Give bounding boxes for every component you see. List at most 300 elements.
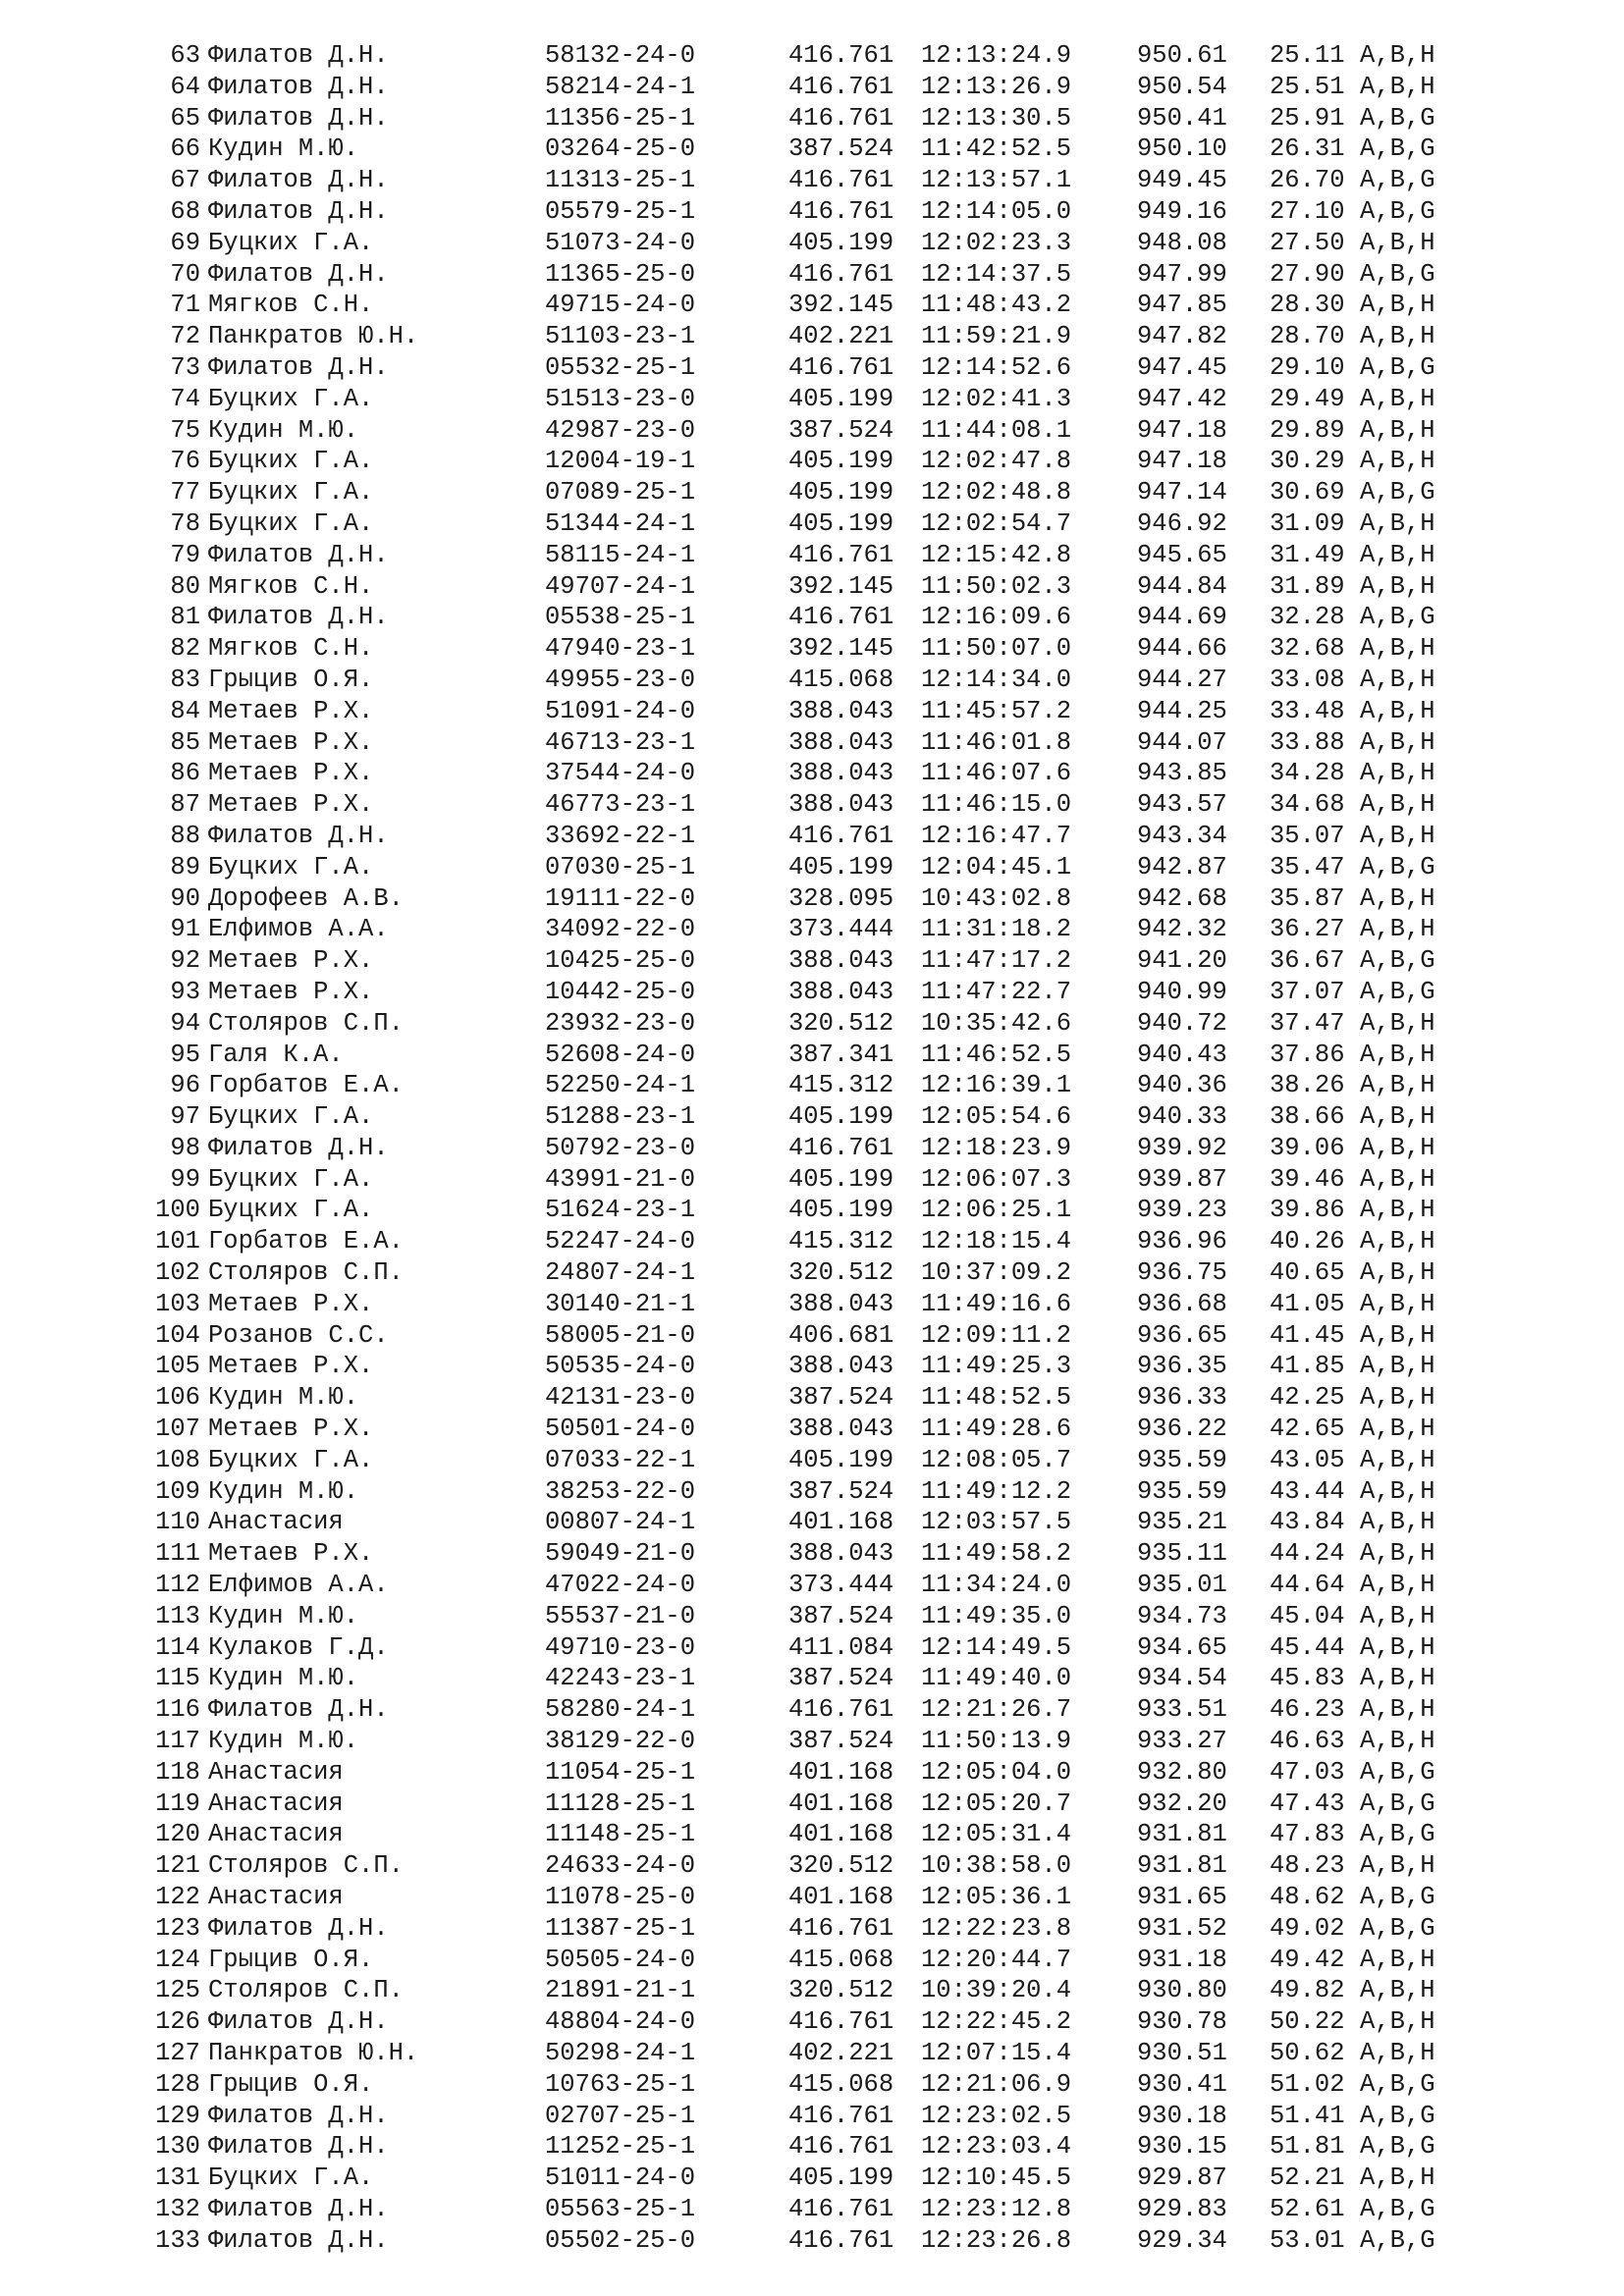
speed: 930.41 — [1137, 2069, 1227, 2099]
results-table — [0, 40, 1624, 2257]
arrival-time: 12:05:36.1 — [921, 1883, 1072, 1912]
distance: 415.312 — [788, 1227, 894, 1256]
table-row — [0, 1945, 1624, 1976]
ring-number: 33692-22-1 — [545, 821, 696, 850]
coefficient: 48.62 — [1270, 1883, 1345, 1912]
table-row — [0, 727, 1624, 759]
ring-number: 05538-25-1 — [545, 603, 696, 632]
ring-number: 48804-24-0 — [545, 2007, 696, 2037]
coefficient: 45.04 — [1270, 1601, 1345, 1630]
speed: 931.18 — [1137, 1945, 1227, 1974]
speed: 940.36 — [1137, 1071, 1227, 1100]
participant-name: Буцких Г.А. — [208, 852, 374, 881]
table-row — [0, 1913, 1624, 1945]
participant-name: Филатов Д.Н. — [208, 603, 389, 632]
speed: 947.99 — [1137, 259, 1227, 289]
place-number: 83 — [170, 665, 200, 694]
ring-number: 11078-25-0 — [545, 1883, 696, 1912]
distance: 402.221 — [788, 322, 894, 351]
speed: 949.45 — [1137, 166, 1227, 195]
arrival-time: 11:49:25.3 — [921, 1352, 1072, 1381]
place-number: 78 — [170, 508, 200, 538]
flags: A,B,G — [1360, 1789, 1435, 1818]
speed: 940.72 — [1137, 1008, 1227, 1038]
place-number: 64 — [170, 72, 200, 101]
participant-name: Филатов Д.Н. — [208, 196, 389, 226]
place-number: 125 — [155, 1976, 200, 2005]
arrival-time: 11:34:24.0 — [921, 1571, 1072, 1600]
ring-number: 02707-25-1 — [545, 2101, 696, 2130]
coefficient: 29.89 — [1270, 415, 1345, 445]
speed: 936.96 — [1137, 1227, 1227, 1256]
ring-number: 10442-25-0 — [545, 977, 696, 1006]
flags: A,B,H — [1360, 1383, 1435, 1413]
arrival-time: 11:46:15.0 — [921, 790, 1072, 820]
speed: 940.99 — [1137, 977, 1227, 1006]
table-row — [0, 103, 1624, 134]
speed: 929.87 — [1137, 2163, 1227, 2193]
distance: 388.043 — [788, 1415, 894, 1444]
ring-number: 50298-24-1 — [545, 2039, 696, 2067]
ring-number: 58005-21-0 — [545, 1320, 696, 1350]
arrival-time: 12:05:20.7 — [921, 1789, 1072, 1818]
table-row — [0, 540, 1624, 571]
arrival-time: 12:23:12.8 — [921, 2194, 1072, 2223]
participant-name: Столяров С.П. — [208, 1258, 404, 1288]
participant-name: Мягков С.Н. — [208, 291, 374, 320]
distance: 416.761 — [788, 41, 894, 70]
ring-number: 19111-22-0 — [545, 883, 696, 913]
participant-name: Филатов Д.Н. — [208, 103, 389, 133]
table-row — [0, 977, 1624, 1008]
speed: 930.51 — [1137, 2039, 1227, 2067]
arrival-time: 12:03:57.5 — [921, 1508, 1072, 1537]
distance: 387.524 — [788, 1727, 894, 1756]
ring-number: 50505-24-0 — [545, 1945, 696, 1974]
participant-name: Метаев Р.Х. — [208, 1352, 374, 1381]
participant-name: Кудин М.Ю. — [208, 1383, 359, 1413]
ring-number: 58132-24-0 — [545, 41, 696, 70]
distance: 373.444 — [788, 1571, 894, 1600]
participant-name: Филатов Д.Н. — [208, 166, 389, 195]
speed: 929.34 — [1137, 2225, 1227, 2255]
flags: A,B,H — [1360, 1508, 1435, 1537]
table-row — [0, 1663, 1624, 1694]
distance: 416.761 — [788, 166, 894, 195]
speed: 939.23 — [1137, 1196, 1227, 1225]
speed: 942.32 — [1137, 915, 1227, 944]
speed: 936.35 — [1137, 1352, 1227, 1381]
speed: 932.80 — [1137, 1757, 1227, 1787]
flags: A,B,G — [1360, 2069, 1435, 2099]
coefficient: 27.50 — [1270, 228, 1345, 257]
table-row — [0, 1070, 1624, 1101]
table-row — [0, 1850, 1624, 1882]
speed: 933.27 — [1137, 1727, 1227, 1756]
arrival-time: 11:47:17.2 — [921, 946, 1072, 976]
coefficient: 35.87 — [1270, 883, 1345, 913]
table-row — [0, 1538, 1624, 1570]
flags: A,B,G — [1360, 1883, 1435, 1912]
distance: 405.199 — [788, 447, 894, 476]
ring-number: 58280-24-1 — [545, 1695, 696, 1725]
place-number: 107 — [155, 1415, 200, 1444]
arrival-time: 12:02:23.3 — [921, 228, 1072, 257]
participant-name: Грыцив О.Я. — [208, 665, 374, 694]
arrival-time: 11:31:18.2 — [921, 915, 1072, 944]
arrival-time: 11:46:52.5 — [921, 1040, 1072, 1069]
distance: 388.043 — [788, 977, 894, 1006]
participant-name: Буцких Г.А. — [208, 1445, 374, 1474]
place-number: 80 — [170, 571, 200, 601]
distance: 320.512 — [788, 1851, 894, 1881]
coefficient: 29.10 — [1270, 352, 1345, 382]
ring-number: 05563-25-1 — [545, 2194, 696, 2223]
coefficient: 25.51 — [1270, 72, 1345, 101]
coefficient: 52.21 — [1270, 2163, 1345, 2193]
distance: 416.761 — [788, 72, 894, 101]
speed: 940.33 — [1137, 1102, 1227, 1132]
flags: A,B,H — [1360, 1415, 1435, 1444]
arrival-time: 12:23:02.5 — [921, 2101, 1072, 2130]
distance: 401.168 — [788, 1883, 894, 1912]
distance: 416.761 — [788, 1133, 894, 1162]
coefficient: 47.03 — [1270, 1757, 1345, 1787]
place-number: 82 — [170, 634, 200, 664]
table-row — [0, 2006, 1624, 2038]
coefficient: 27.90 — [1270, 259, 1345, 289]
coefficient: 47.43 — [1270, 1789, 1345, 1818]
place-number: 126 — [155, 2007, 200, 2037]
coefficient: 49.42 — [1270, 1945, 1345, 1974]
arrival-time: 11:49:16.6 — [921, 1289, 1072, 1318]
flags: A,B,H — [1360, 1945, 1435, 1974]
participant-name: Галя К.А. — [208, 1040, 344, 1069]
arrival-time: 11:49:28.6 — [921, 1415, 1072, 1444]
flags: A,B,H — [1360, 322, 1435, 351]
speed: 931.81 — [1137, 1820, 1227, 1849]
place-number: 121 — [155, 1851, 200, 1881]
coefficient: 38.26 — [1270, 1071, 1345, 1100]
coefficient: 28.30 — [1270, 291, 1345, 320]
place-number: 72 — [170, 322, 200, 351]
speed: 939.87 — [1137, 1164, 1227, 1194]
participant-name: Панкратов Ю.Н. — [208, 322, 419, 351]
arrival-time: 12:20:44.7 — [921, 1945, 1072, 1974]
table-row — [0, 2225, 1624, 2257]
arrival-time: 11:59:21.9 — [921, 322, 1072, 351]
speed: 944.25 — [1137, 696, 1227, 725]
distance: 405.199 — [788, 1164, 894, 1194]
coefficient: 32.68 — [1270, 634, 1345, 664]
arrival-time: 12:13:26.9 — [921, 72, 1072, 101]
distance: 388.043 — [788, 790, 894, 820]
participant-name: Метаев Р.Х. — [208, 1415, 374, 1444]
arrival-time: 12:06:25.1 — [921, 1196, 1072, 1225]
ring-number: 42131-23-0 — [545, 1383, 696, 1413]
coefficient: 39.06 — [1270, 1133, 1345, 1162]
flags: A,B,G — [1360, 352, 1435, 382]
participant-name: Буцких Г.А. — [208, 478, 374, 507]
speed: 932.20 — [1137, 1789, 1227, 1818]
arrival-time: 10:38:58.0 — [921, 1851, 1072, 1881]
flags: A,B,G — [1360, 2194, 1435, 2223]
flags: A,B,H — [1360, 1976, 1435, 2005]
speed: 936.22 — [1137, 1415, 1227, 1444]
arrival-time: 10:35:42.6 — [921, 1008, 1072, 1038]
flags: A,B,G — [1360, 2132, 1435, 2162]
speed: 935.01 — [1137, 1571, 1227, 1600]
place-number: 84 — [170, 696, 200, 725]
place-number: 132 — [155, 2194, 200, 2223]
speed: 930.78 — [1137, 2007, 1227, 2037]
participant-name: Дорофеев А.В. — [208, 883, 404, 913]
flags: A,B,G — [1360, 603, 1435, 632]
arrival-time: 12:21:26.7 — [921, 1695, 1072, 1725]
flags: A,B,H — [1360, 1476, 1435, 1506]
speed: 942.87 — [1137, 852, 1227, 881]
coefficient: 39.46 — [1270, 1164, 1345, 1194]
ring-number: 37544-24-0 — [545, 759, 696, 788]
speed: 945.65 — [1137, 540, 1227, 569]
flags: A,B,G — [1360, 2101, 1435, 2130]
distance: 416.761 — [788, 2132, 894, 2162]
place-number: 95 — [170, 1040, 200, 1069]
flags: A,B,H — [1360, 821, 1435, 850]
participant-name: Столяров С.П. — [208, 1851, 404, 1881]
arrival-time: 11:46:07.6 — [921, 759, 1072, 788]
distance: 401.168 — [788, 1757, 894, 1787]
place-number: 130 — [155, 2132, 200, 2162]
speed: 943.85 — [1137, 759, 1227, 788]
participant-name: Кулаков Г.Д. — [208, 1632, 389, 1662]
coefficient: 43.44 — [1270, 1476, 1345, 1506]
place-number: 123 — [155, 1913, 200, 1943]
distance: 405.199 — [788, 1196, 894, 1225]
distance: 388.043 — [788, 759, 894, 788]
distance: 416.761 — [788, 1695, 894, 1725]
table-row — [0, 2163, 1624, 2194]
place-number: 93 — [170, 977, 200, 1006]
ring-number: 11365-25-0 — [545, 259, 696, 289]
distance: 415.068 — [788, 1945, 894, 1974]
table-row — [0, 1507, 1624, 1538]
coefficient: 51.02 — [1270, 2069, 1345, 2099]
flags: A,B,H — [1360, 1102, 1435, 1132]
distance: 416.761 — [788, 2225, 894, 2255]
coefficient: 51.81 — [1270, 2132, 1345, 2162]
arrival-time: 11:50:02.3 — [921, 571, 1072, 601]
speed: 929.83 — [1137, 2194, 1227, 2223]
ring-number: 11387-25-1 — [545, 1913, 696, 1943]
coefficient: 30.69 — [1270, 478, 1345, 507]
table-row — [0, 821, 1624, 852]
place-number: 75 — [170, 415, 200, 445]
flags: A,B,H — [1360, 1445, 1435, 1474]
ring-number: 51513-23-0 — [545, 384, 696, 413]
coefficient: 37.07 — [1270, 977, 1345, 1006]
distance: 405.199 — [788, 384, 894, 413]
distance: 387.524 — [788, 1664, 894, 1693]
arrival-time: 11:46:01.8 — [921, 727, 1072, 757]
participant-name: Панкратов Ю.Н. — [208, 2039, 419, 2067]
table-row — [0, 1164, 1624, 1196]
place-number: 122 — [155, 1883, 200, 1912]
distance: 416.761 — [788, 603, 894, 632]
speed: 936.33 — [1137, 1383, 1227, 1413]
coefficient: 51.41 — [1270, 2101, 1345, 2130]
table-row — [0, 883, 1624, 915]
flags: A,B,H — [1360, 415, 1435, 445]
coefficient: 31.09 — [1270, 508, 1345, 538]
distance: 416.761 — [788, 259, 894, 289]
ring-number: 03264-25-0 — [545, 134, 696, 164]
speed: 935.21 — [1137, 1508, 1227, 1537]
table-row — [0, 789, 1624, 821]
ring-number: 34092-22-0 — [545, 915, 696, 944]
arrival-time: 11:50:07.0 — [921, 634, 1072, 664]
coefficient: 45.44 — [1270, 1632, 1345, 1662]
table-row — [0, 290, 1624, 321]
flags: A,B,H — [1360, 1539, 1435, 1569]
coefficient: 47.83 — [1270, 1820, 1345, 1849]
participant-name: Буцких Г.А. — [208, 1164, 374, 1194]
speed: 942.68 — [1137, 883, 1227, 913]
table-row — [0, 1882, 1624, 1913]
distance: 373.444 — [788, 915, 894, 944]
speed: 950.41 — [1137, 103, 1227, 133]
table-row — [0, 477, 1624, 508]
place-number: 76 — [170, 447, 200, 476]
distance: 416.761 — [788, 2194, 894, 2223]
coefficient: 30.29 — [1270, 447, 1345, 476]
speed: 935.59 — [1137, 1476, 1227, 1506]
place-number: 97 — [170, 1102, 200, 1132]
table-row — [0, 1726, 1624, 1757]
flags: A,B,G — [1360, 1820, 1435, 1849]
arrival-time: 12:14:34.0 — [921, 665, 1072, 694]
speed: 947.82 — [1137, 322, 1227, 351]
place-number: 77 — [170, 478, 200, 507]
ring-number: 30140-21-1 — [545, 1289, 696, 1318]
place-number: 98 — [170, 1133, 200, 1162]
table-row — [0, 852, 1624, 883]
coefficient: 46.63 — [1270, 1727, 1345, 1756]
table-row — [0, 945, 1624, 977]
place-number: 96 — [170, 1071, 200, 1100]
place-number: 66 — [170, 134, 200, 164]
speed: 944.27 — [1137, 665, 1227, 694]
arrival-time: 12:13:57.1 — [921, 166, 1072, 195]
ring-number: 51624-23-1 — [545, 1196, 696, 1225]
arrival-time: 11:49:12.2 — [921, 1476, 1072, 1506]
speed: 944.66 — [1137, 634, 1227, 664]
distance: 387.524 — [788, 134, 894, 164]
coefficient: 52.61 — [1270, 2194, 1345, 2223]
table-row — [0, 665, 1624, 696]
distance: 416.761 — [788, 2007, 894, 2037]
place-number: 92 — [170, 946, 200, 976]
ring-number: 49707-24-1 — [545, 571, 696, 601]
distance: 401.168 — [788, 1508, 894, 1537]
participant-name: Грыцив О.Я. — [208, 1945, 374, 1974]
ring-number: 42243-23-1 — [545, 1664, 696, 1693]
flags: A,B,G — [1360, 166, 1435, 195]
place-number: 124 — [155, 1945, 200, 1974]
flags: A,B,H — [1360, 790, 1435, 820]
distance: 405.199 — [788, 478, 894, 507]
flags: A,B,H — [1360, 1851, 1435, 1881]
speed: 933.51 — [1137, 1695, 1227, 1725]
coefficient: 35.07 — [1270, 821, 1345, 850]
distance: 415.312 — [788, 1071, 894, 1100]
table-row — [0, 2069, 1624, 2101]
flags: A,B,H — [1360, 72, 1435, 101]
table-row — [0, 1632, 1624, 1664]
distance: 388.043 — [788, 1539, 894, 1569]
speed: 947.18 — [1137, 415, 1227, 445]
arrival-time: 11:49:40.0 — [921, 1664, 1072, 1693]
flags: A,B,H — [1360, 508, 1435, 538]
speed: 931.81 — [1137, 1851, 1227, 1881]
arrival-time: 12:09:11.2 — [921, 1320, 1072, 1350]
coefficient: 39.86 — [1270, 1196, 1345, 1225]
coefficient: 49.02 — [1270, 1913, 1345, 1943]
ring-number: 50501-24-0 — [545, 1415, 696, 1444]
arrival-time: 12:22:23.8 — [921, 1913, 1072, 1943]
flags: A,B,G — [1360, 196, 1435, 226]
speed: 944.07 — [1137, 727, 1227, 757]
distance: 416.761 — [788, 2101, 894, 2130]
table-row — [0, 1414, 1624, 1445]
ring-number: 38253-22-0 — [545, 1476, 696, 1506]
participant-name: Грыцив О.Я. — [208, 2069, 374, 2099]
distance: 320.512 — [788, 1976, 894, 2005]
place-number: 102 — [155, 1258, 200, 1288]
ring-number: 52608-24-0 — [545, 1040, 696, 1069]
coefficient: 33.48 — [1270, 696, 1345, 725]
ring-number: 38129-22-0 — [545, 1727, 696, 1756]
table-row — [0, 1476, 1624, 1508]
flags: A,B,H — [1360, 540, 1435, 569]
distance: 387.524 — [788, 1476, 894, 1506]
place-number: 112 — [155, 1571, 200, 1600]
coefficient: 26.31 — [1270, 134, 1345, 164]
coefficient: 41.85 — [1270, 1352, 1345, 1381]
table-row — [0, 228, 1624, 259]
flags: A,B,H — [1360, 291, 1435, 320]
table-row — [0, 1382, 1624, 1414]
arrival-time: 12:18:23.9 — [921, 1133, 1072, 1162]
table-row — [0, 196, 1624, 228]
participant-name: Метаев Р.Х. — [208, 1539, 374, 1569]
speed: 930.15 — [1137, 2132, 1227, 2162]
place-number: 86 — [170, 759, 200, 788]
table-row — [0, 352, 1624, 384]
participant-name: Елфимов А.А. — [208, 1571, 389, 1600]
arrival-time: 11:44:08.1 — [921, 415, 1072, 445]
flags: A,B,H — [1360, 1196, 1435, 1225]
distance: 416.761 — [788, 1913, 894, 1943]
ring-number: 11054-25-1 — [545, 1757, 696, 1787]
flags: A,B,G — [1360, 259, 1435, 289]
coefficient: 25.91 — [1270, 103, 1345, 133]
speed: 950.61 — [1137, 41, 1227, 70]
place-number: 115 — [155, 1664, 200, 1693]
flags: A,B,H — [1360, 2163, 1435, 2193]
distance: 405.199 — [788, 508, 894, 538]
speed: 947.85 — [1137, 291, 1227, 320]
